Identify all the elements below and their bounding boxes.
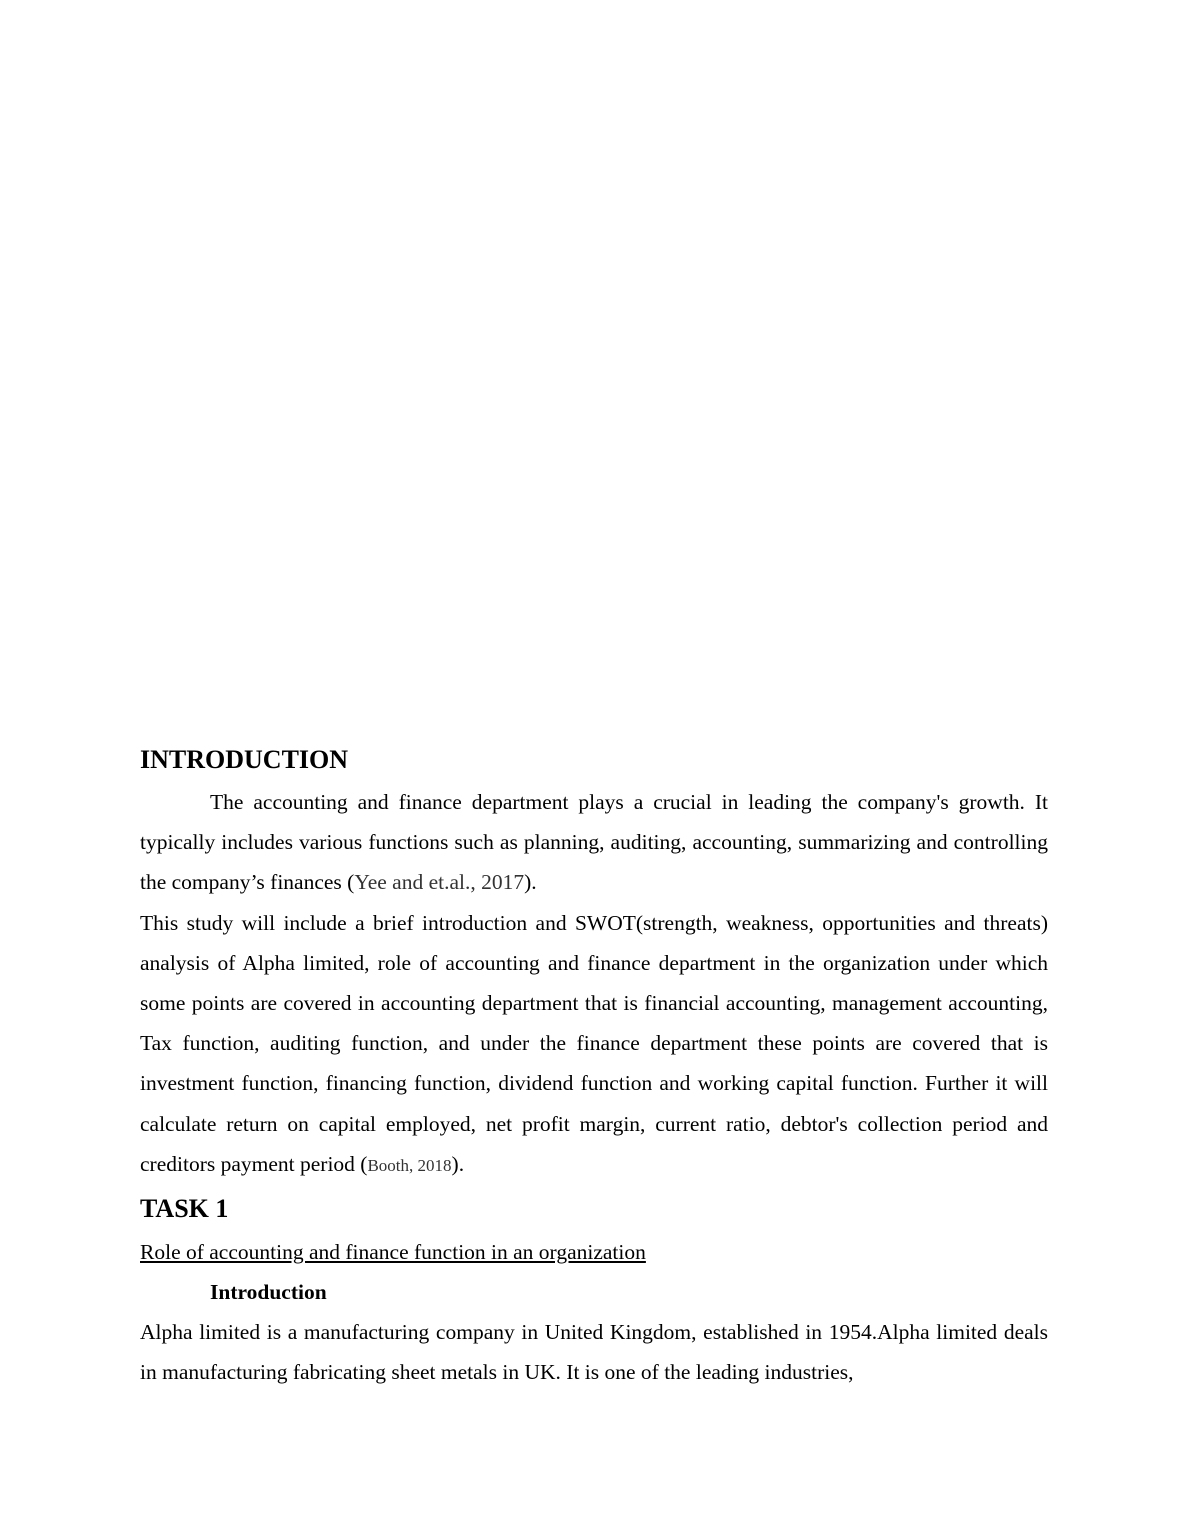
introduction-paragraph-1-text: The accounting and finance department plays a crucial in leading the company's growth. It typically includes various functions such as planning, auditing, accounting, summarizing and controlling the company’s finances ( bbox=[140, 790, 1048, 895]
citation-yee: Yee and et.al., 2017 bbox=[354, 870, 525, 895]
introduction-heading: INTRODUCTION bbox=[140, 745, 349, 774]
task1-introduction-title: Introduction bbox=[210, 1280, 327, 1305]
task1-introduction-paragraph: Alpha limited is a manufacturing company in United Kingdom, established in 1954.Alpha limited deals in manufacturing fabricating sheet metals in UK. It is one of the leading industries, bbox=[140, 1320, 1048, 1385]
citation-booth: Booth, 2018 bbox=[367, 1155, 452, 1175]
introduction-paragraph-1 bbox=[140, 782, 1048, 903]
task1-heading: TASK 1 bbox=[140, 1194, 229, 1224]
task1-subheading: Role of accounting and finance function in an organization bbox=[140, 1240, 646, 1265]
document-body bbox=[140, 738, 1048, 1392]
introduction-paragraph-2 bbox=[140, 903, 1048, 1186]
introduction-paragraph-1-end: ). bbox=[524, 870, 537, 895]
introduction-paragraph-2-text: This study will include a brief introduction and SWOT(strength, weakness, opportunities and threats) analysis of Alpha limited, role of accounting and finance department in the organization under which some points are covered in accounting department that is financial accounting, management accounting, Tax function, auditing function, and under the finance department these points are covered that is investment function, financing function, dividend function and working capital function. Further it will calculate return on capital employed, net profit margin, current ratio, debtor's collection period and creditors payment period ( bbox=[140, 910, 1048, 1176]
introduction-paragraph-2-end: ). bbox=[451, 1151, 465, 1176]
